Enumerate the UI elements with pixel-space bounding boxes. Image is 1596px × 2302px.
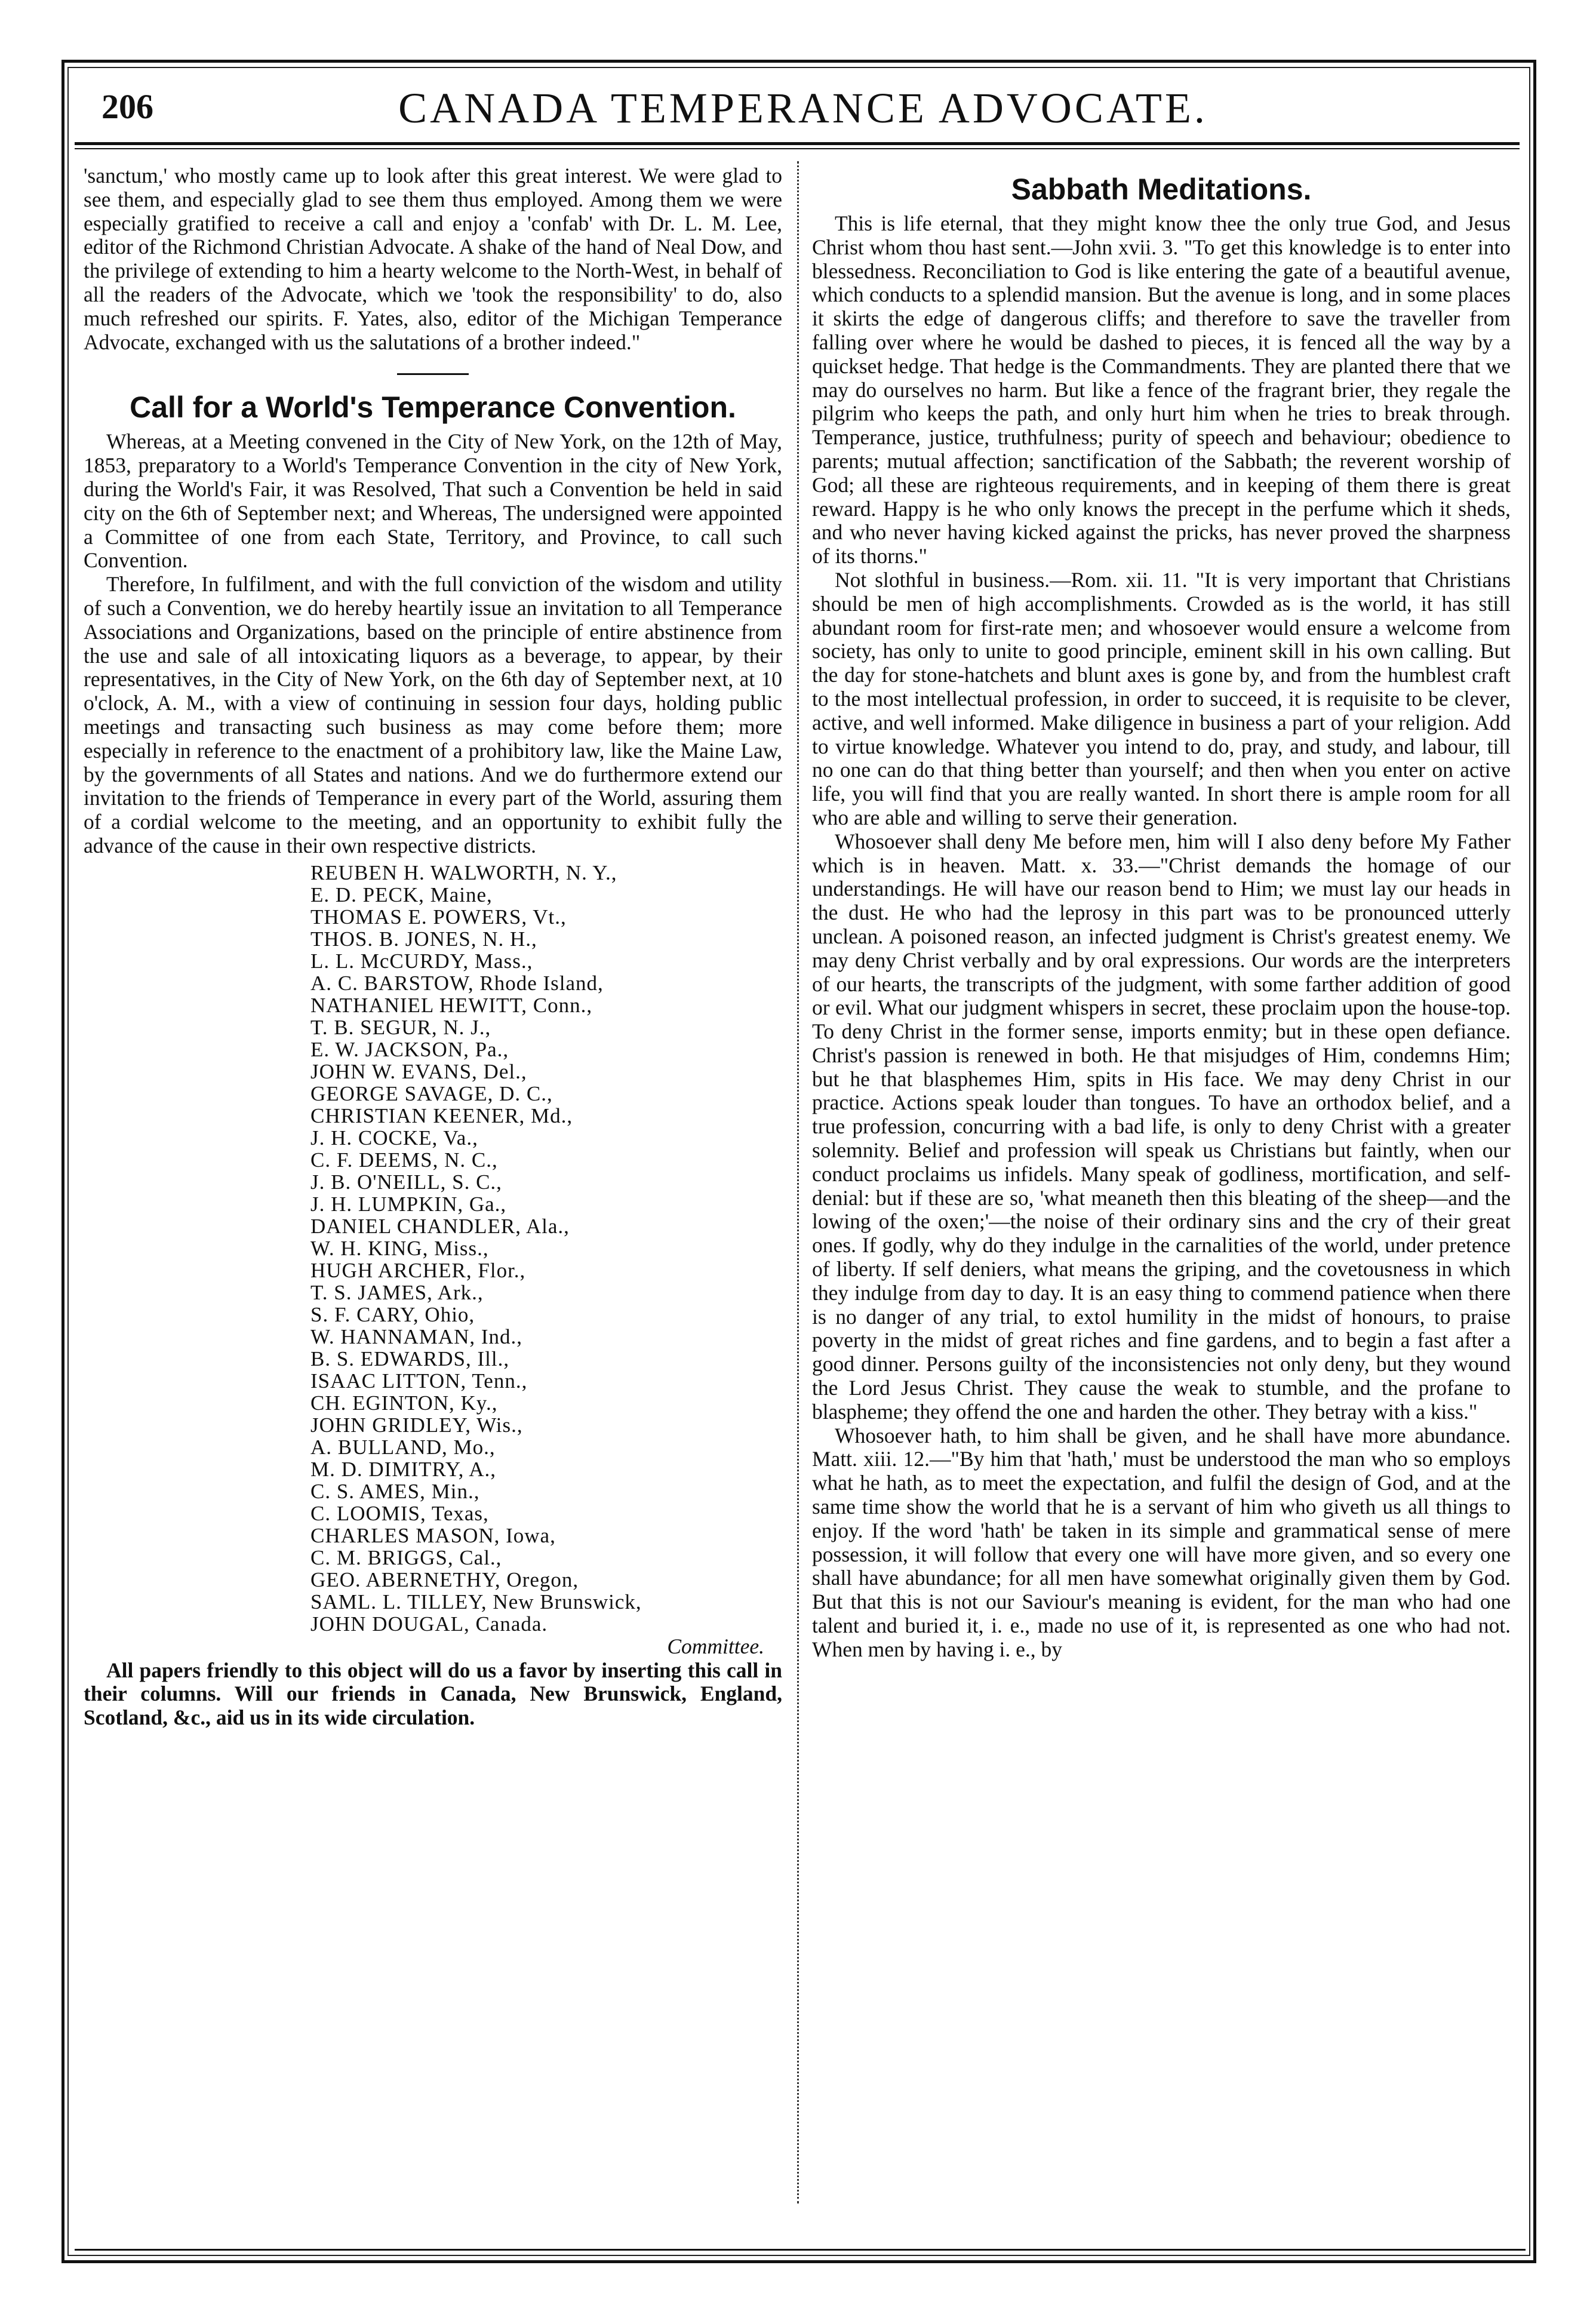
signatory: C. S. AMES, Min., (310, 1479, 480, 1503)
signatory: C. F. DEEMS, N. C., (310, 1148, 498, 1172)
closing-paragraph: All papers friendly to this object will do us a favor by inserting this call in their columns. Will our friends in Canada, New Brunswick, England, Scotland, &c., aid us in its wide circulation. (84, 1658, 782, 1730)
signatory: B. S. EDWARDS, Ill., (310, 1347, 510, 1370)
masthead-title: CANADA TEMPERANCE ADVOCATE. (398, 84, 1208, 132)
signatory: NATHANIEL HEWITT, Conn., (310, 993, 593, 1017)
signatory: SAML. L. TILLEY, New Brunswick, (310, 1590, 642, 1613)
footer-rule (75, 2249, 1526, 2251)
signatory: T. B. SEGUR, N. J., (310, 1015, 491, 1039)
right-column (812, 164, 1511, 1662)
signatory: E. W. JACKSON, Pa., (310, 1037, 509, 1061)
intro-paragraph: 'sanctum,' who mostly came up to look after this great interest. We were glad to see them, and especially glad to see them thus employed. Among them we were especially gratified to receive a call and enjoy a 'confab' with Dr. L. M. Lee, editor of the Richmond Christian Advocate. A shake of the hand of Neal Dow, and the privilege of extending to him a hearty welcome to the North-West, in behalf of all the readers of the Advocate, which we 'took the responsibility' to do, also much refreshed our spirits. F. Yates, also, editor of the Michigan Temperance Advocate, exchanged with us the salutations of a brother indeed." (84, 164, 782, 354)
convention-heading: Call for a World's Temperance Convention. (130, 391, 736, 425)
signatory: HUGH ARCHER, Flor., (310, 1258, 526, 1282)
signatory: DANIEL CHANDLER, Ala., (310, 1214, 570, 1238)
signatory: C. M. BRIGGS, Cal., (310, 1545, 502, 1569)
signatory: J. H. COCKE, Va., (310, 1126, 478, 1150)
signatory: C. LOOMIS, Texas, (310, 1501, 489, 1525)
signatory: THOMAS E. POWERS, Vt., (310, 905, 567, 929)
signatory: JOHN W. EVANS, Del., (310, 1059, 527, 1083)
page-header (96, 78, 1511, 149)
signatory: GEORGE SAVAGE, D. C., (310, 1081, 553, 1105)
signatory: W. HANNAMAN, Ind., (310, 1324, 523, 1348)
header-rule (75, 142, 1520, 145)
signatory: E. D. PECK, Maine, (310, 883, 493, 906)
signatory: JOHN GRIDLEY, Wis., (310, 1413, 523, 1437)
signatory: A. BULLAND, Mo., (310, 1435, 496, 1459)
page-number: 206 (102, 87, 153, 126)
signatory: A. C. BARSTOW, Rhode Island, (310, 971, 604, 995)
convention-paragraph-2: Therefore, In fulfilment, and with the full conviction of the wisdom and utility of such a Convention, we do hereby heartily issue an invitation to all Temperance Associations and Organizations, based on the principle of entire abstinence from the use and sale of all intoxicating liquors as a beverage, to appear, by their representatives, in the City of New York, on the 6th day of September next, at 10 o'clock, A. M., with a view of continuing in session four days, holding public meetings and transacting such business as may come before them; more especially in reference to the enactment of a prohibitory law, like the Maine Law, by the governments of all States and nations. And we do furthermore extend our invitation to the friends of Temperance in every part of the World, assuring them of a cordial welcome to the meeting, and an opportunity to exhibit fully the advance of the cause in their own respective districts. (84, 572, 782, 858)
signatory: CHARLES MASON, Iowa, (310, 1523, 556, 1547)
signatory: ISAAC LITTON, Tenn., (310, 1369, 528, 1393)
left-column (84, 164, 782, 1730)
signatory: J. H. LUMPKIN, Ga., (310, 1192, 507, 1216)
signatory: THOS. B. JONES, N. H., (310, 927, 537, 951)
column-divider (797, 161, 800, 2203)
signatory: CH. EGINTON, Ky., (310, 1391, 498, 1415)
committee-label: Committee. (667, 1634, 764, 1658)
signatory-list (310, 862, 782, 1635)
signatory: S. F. CARY, Ohio, (310, 1302, 475, 1326)
signatory: JOHN DOUGAL, Canada. (310, 1612, 548, 1636)
convention-paragraph-1: Whereas, at a Meeting convened in the City of New York, on the 12th of May, 1853, preparatory to a World's Temperance Convention in the city of New York, during the World's Fair, it was Resolved, That such a Convention be held in said city on the 6th of September next; and Whereas, The undersigned were appointed a Committee of one from each State, Territory, and Province, to call such Convention. (84, 429, 782, 573)
signatory: W. H. KING, Miss., (310, 1236, 489, 1260)
signatory: GEO. ABERNETHY, Oregon, (310, 1568, 579, 1591)
signatory: M. D. DIMITRY, A., (310, 1457, 497, 1481)
sabbath-heading: Sabbath Meditations. (1011, 173, 1312, 206)
meditation-paragraph-2: Not slothful in business.—Rom. xii. 11. "It is very important that Christians should be men of high accomplishments. Crowded as is the world, it has still abundant room for first-rate men; and whosoever would ensure a welcome from society, has only to unite to good principle, eminent skill in his own calling. But the day for stone-hatchets and blunt axes is gone by, and from the humblest craft to the most intellectual profession, in order to succeed, it is requisite to be clever, active, and well informed. Make diligence in business a part of your religion. Add to virtue knowledge. Whatever you intend to do, pray, and study, and labour, till no one can do that thing better than yourself; and then when you enter on active life, you will find that you are really wanted. In short there is ample room for all who are able and willing to serve their generation. (812, 567, 1511, 829)
signatory: L. L. McCURDY, Mass., (310, 949, 533, 973)
header-rule-thin (75, 148, 1520, 149)
section-divider (397, 373, 469, 375)
meditation-paragraph-1: This is life eternal, that they might know thee the only true God, and Jesus Christ whom thou hast sent.—John xvii. 3. "To get this knowledge is to enter into blessedness. Reconciliation to God is like entering the gate of a beautiful avenue, which conducts to a splendid mansion. But the avenue is long, and in some places it skirts the edge of dangerous cliffs; and therefore to save the traveller from falling over where he would be dashed to pieces, it is fenced all the way by a quickset hedge. That hedge is the Commandments. They are planted there that we may do ourselves no harm. But like a fence of the fragrant brier, they regale the pilgrim who keeps the path, and only hurt him when he tries to break through. Temperance, justice, truthfulness; purity of speech and behaviour; obedience to parents; mutual affection; sanctification of the Sabbath; the reverent worship of God; all these are righteous requirements, and in keeping of them there is great reward. Happy is he who only knows the precept in the perfume which it sheds, and who never having kicked against the pricks, has never proved the sharpness of its thorns." (812, 211, 1511, 568)
meditation-paragraph-4: Whosoever hath, to him shall be given, and he shall have more abundance. Matt. xiii. 12.—"By him that 'hath,' must be understood the man who so employs what he hath, as to meet the expectation, and fulfil the design of God, and at the same time show the world that he is a servant of him who giveth us all things to enjoy. If the word 'hath' be taken in its simple and grammatical sense of mere possession, it will follow that every one will have more given, and so every one shall have abundance; for all men have somewhat originally given them by God. But that this is not our Saviour's meaning is evident, for the man who had one talent and buried it, i. e., made no use of it, is represented as one who had not. When men by having i. e., by (812, 1423, 1511, 1661)
signatory: T. S. JAMES, Ark., (310, 1280, 484, 1304)
signatory: J. B. O'NEILL, S. C., (310, 1170, 502, 1194)
signatory: CHRISTIAN KEENER, Md., (310, 1104, 573, 1127)
meditation-paragraph-3: Whosoever shall deny Me before men, him will I also deny before My Father which is in heaven. Matt. x. 33.—"Christ demands the homage of our understandings. He will have our reason bend to Him; we must lay our heads in the dust. He who had the leprosy in this part was to be pronounced utterly unclean. A poisoned reason, an infected judgment is Christ's greatest enemy. We may deny Christ verbally and by oral expressions. Our words are the interpreters of our hearts, the transcripts of the judgment, with some farther addition of good or evil. What our judgment whispers in secret, these proclaim upon the house-top. To deny Christ in the former sense, imports enmity; but in these open defiance. Christ's passion is renewed in both. He that misjudges of Him, condemns Him; but he that blasphemes Him, spits in His face. We may deny Christ in our practice. Actions speak louder than tongues. To have an orthodox belief, and a true profession, concurring with a bad life, is only to deny Christ with a greater solemnity. Belief and profession will speak us Christians but faintly, when our conduct proclaims us infidels. Many speak of godliness, mortification, and self-denial: but if these are so, 'what meaneth then this bleating of the sheep—and the lowing of the oxen;'—the noise of their ordinary sins and the cry of their great ones. If godly, why do they indulge in the carnalities of the world, under pretence of liberty. If self deniers, what means the griping, and the covetousness in which they indulge from day to day. It is an easy thing to commend patience when there is no danger of any trial, to extol humility in the midst of honours, to praise poverty in the midst of great riches and fine gardens, and to begin a fast after a good dinner. Persons guilty of the inconsistencies not only deny, but they wound the Lord Jesus Christ. They cause the weak to stumble, and the profane to blaspheme; they offend the one and harden the other. They betray with a kiss." (812, 829, 1511, 1424)
signatory: REUBEN H. WALWORTH, N. Y., (310, 860, 617, 884)
